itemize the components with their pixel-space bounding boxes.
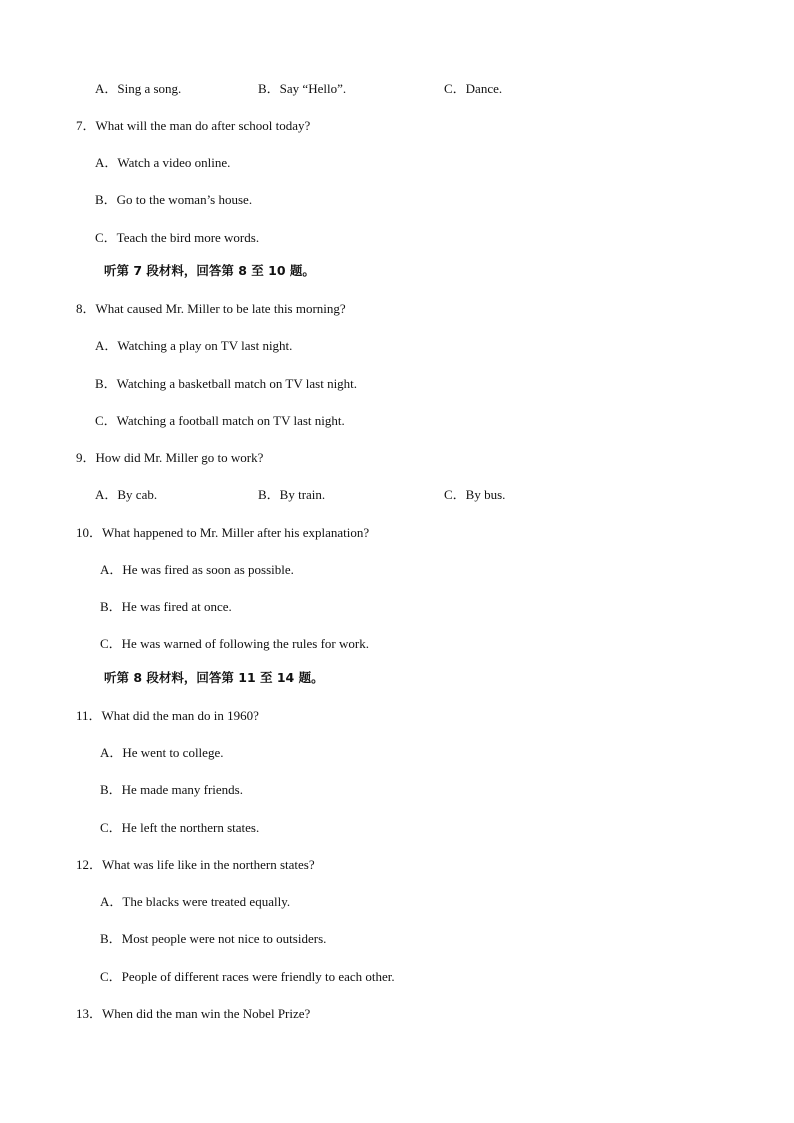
q10-stem: 10．What happened to Mr. Miller after his explanation?: [76, 525, 370, 540]
q13-stem: 13．When did the man win the Nobel Prize?: [76, 1006, 311, 1021]
q7-option-b: B．Go to the woman’s house.: [95, 192, 253, 207]
q10-option-a: A．He was fired as soon as possible.: [100, 562, 294, 577]
q12-option-b: B．Most people were not nice to outsiders.: [100, 931, 327, 946]
q10-option-c: C．He was warned of following the rules for work.: [100, 636, 369, 651]
q9-stem: 9．How did Mr. Miller go to work?: [76, 450, 264, 465]
q6-option-b: B．Say “Hello”.: [258, 81, 347, 96]
q11-option-c: C．He left the northern states.: [100, 820, 260, 835]
q11-option-a: A．He went to college.: [100, 745, 224, 760]
q8-option-c: C．Watching a football match on TV last night.: [95, 413, 345, 428]
section-8-heading: 听第 8 段材料，回答第 11 至 14 题。: [104, 670, 324, 685]
q7-option-a: A．Watch a video online.: [95, 155, 231, 170]
q8-option-a: A．Watching a play on TV last night.: [95, 338, 293, 353]
q12-option-c: C．People of different races were friendly to each other.: [100, 969, 395, 984]
q7-stem: 7．What will the man do after school today?: [76, 118, 311, 133]
q6-option-c: C．Dance.: [444, 81, 503, 96]
q9-option-a: A．By cab.: [95, 487, 158, 502]
q8-stem: 8．What caused Mr. Miller to be late this morning?: [76, 301, 346, 316]
q9-option-b: B．By train.: [258, 487, 326, 502]
q11-stem: 11．What did the man do in 1960?: [76, 708, 259, 723]
section-7-heading: 听第 7 段材料，回答第 8 至 10 题。: [104, 263, 315, 278]
q7-option-c: C．Teach the bird more words.: [95, 230, 260, 245]
q12-option-a: A．The blacks were treated equally.: [100, 894, 291, 909]
q6-option-a: A．Sing a song.: [95, 81, 182, 96]
q11-option-b: B．He made many friends.: [100, 782, 243, 797]
q8-option-b: B．Watching a basketball match on TV last night.: [95, 376, 358, 391]
q12-stem: 12．What was life like in the northern states?: [76, 857, 315, 872]
q9-option-c: C．By bus.: [444, 487, 506, 502]
q10-option-b: B．He was fired at once.: [100, 599, 232, 614]
